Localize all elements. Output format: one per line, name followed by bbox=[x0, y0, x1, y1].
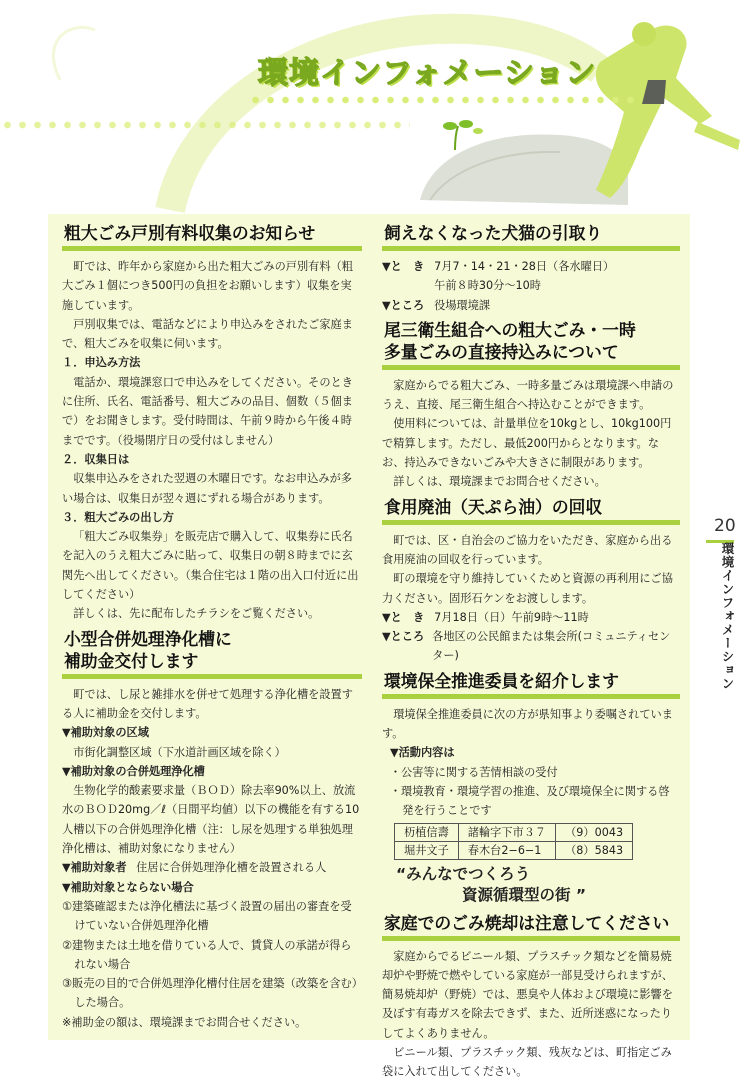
where-label: ▼ところ bbox=[382, 298, 425, 312]
heading-line-1: 小型合併処理浄化槽に bbox=[64, 628, 232, 649]
section-heading: 食用廃油（天ぷら油）の回収 bbox=[382, 496, 680, 525]
paragraph: 家庭からでるビニール類、プラスチック類などを簡易焼却炉や野焼で燃やしている家庭が一部見受けられますが、簡易焼却炉（野焼）では、悪臭や人体および環境に影響を及ぼす有毒ガスを除去できず、また、近所迷惑になったりしてよくありません。 bbox=[382, 949, 673, 1040]
sprout-stem bbox=[455, 126, 458, 150]
paragraph: 生物化学的酸素要求量（ＢＯＤ）除去率90%以上、放流水のＢＯＤ20mg／ℓ（日間平均値）以下の機能を有する10人槽以下の合併処理浄化槽（注：し尿を処理する単独処理浄化槽は、補助対象になりません） bbox=[62, 784, 360, 856]
section-heading: 家庭でのごみ焼却は注意してください bbox=[382, 912, 680, 941]
left-column bbox=[62, 222, 362, 1032]
when-row bbox=[382, 608, 680, 627]
person-head bbox=[632, 22, 656, 46]
section-heading: 粗大ごみ戸別有料収集のお知らせ bbox=[62, 222, 362, 251]
subheading: ３．粗大ごみの出し方 bbox=[62, 510, 174, 524]
subheading: ▼補助対象とならない場合 bbox=[62, 880, 194, 894]
header-illustration bbox=[0, 0, 750, 220]
header-banner bbox=[0, 0, 750, 220]
eligible-person-row bbox=[62, 858, 362, 877]
section-home-incineration bbox=[382, 912, 680, 1082]
section-env-committee: 環境保全推進委員を紹介します 環境保全推進委員に次の方が県知事より委嘱されています。 ▼活動内容は ・公害等に関する苦情相談の受付 ・環境教育・環境学習の推進、及び環境保全に関する啓発を行うことです 杤植信壽 諸輪字下市３７ （9）0043 堀井文子 春木台2−6−1 （8）5843 “みんなでつくろう 資源循環型の街 ” bbox=[382, 670, 680, 906]
section-heading bbox=[382, 319, 680, 370]
paragraph: 収集申込みをされた翌週の木曜日です。なお申込みが多い場合は、収集日が翌々週にずれる場合があります。 bbox=[62, 472, 352, 505]
paragraph: 町では、昨年から家庭から出た粗大ごみの戸別有料（粗大ごみ１個につき500円の負担をお願いします）収集を実施しています。 bbox=[62, 260, 353, 312]
slogan-line-2: 資源循環型の街 ” bbox=[462, 885, 587, 904]
right-column bbox=[382, 222, 680, 1082]
paragraph: 使用料については、計量単位を10kgとし、10kg100円で精算します。ただし、最低200円からとなります。なお、持込みできないごみや大きさに制限があります。 bbox=[382, 417, 672, 470]
when-row bbox=[382, 257, 680, 296]
when-label: ▼と き bbox=[382, 260, 425, 273]
slogan bbox=[382, 864, 680, 906]
section-direct-disposal bbox=[382, 319, 680, 492]
subheading: ▼補助対象の合併処理浄化槽 bbox=[62, 764, 205, 778]
paragraph: 電話か、環境課窓口で申込みをしてください。そのときに住所、氏名、電話番号、粗大ごみの品目、個数（５個まで）をお聞きします。受付時間は、午前９時から午後４時までです。（役場閉庁日の受付はしません） bbox=[62, 375, 353, 447]
when-value: 7月7・14・21・28日（各水曜日） bbox=[434, 260, 615, 273]
corner-curve bbox=[53, 27, 95, 80]
where-label: ▼ところ bbox=[382, 630, 425, 644]
value: 住居に合併処理浄化槽を設置される人 bbox=[136, 861, 327, 875]
dotted-rule-left bbox=[0, 121, 410, 129]
heading-line-2: 多量ごみの直接持込みについて bbox=[384, 341, 619, 362]
section-cooking-oil bbox=[382, 496, 680, 666]
members-table bbox=[394, 823, 633, 860]
section-septic-tank-subsidy bbox=[62, 628, 362, 1032]
sprout-leaf bbox=[443, 122, 457, 130]
slogan-line-1: “みんなでつくろう bbox=[396, 864, 531, 883]
table-row bbox=[395, 823, 633, 841]
label: ▼補助対象者 bbox=[62, 861, 127, 875]
paragraph: 町では、区・自治会のご協力をいただき、家庭から出る食用廃油の回収を行っています。 bbox=[382, 533, 673, 566]
vertical-section-title: 環境インフォメーション bbox=[720, 542, 735, 691]
paragraph: 環境保全推進委員に次の方が県知事より委嘱されています。 bbox=[382, 707, 673, 741]
subheading: 活動内容は bbox=[398, 746, 455, 760]
paragraph: ビニール類、プラスチック類、残灰などは、町指定ごみ袋に入れて出してください。 bbox=[382, 1046, 672, 1079]
member-name: 堀井文子 bbox=[395, 841, 459, 859]
when-label: ▼と き bbox=[382, 610, 425, 624]
note: ※補助金の額は、環境課までお問合せください。 bbox=[62, 1015, 307, 1029]
where-row bbox=[382, 296, 680, 315]
paragraph: 町の環境を守り維持していくためと資源の再利用にご協力ください。固形石ケンをお渡しします。 bbox=[382, 572, 673, 605]
list-item: ②建物または土地を借りている人で、賃貸人の承諾が得られない場合 bbox=[62, 938, 352, 971]
paragraph: 町では、し尿と雑排水を併せて処理する浄化槽を設置する人に補助金を交付します。 bbox=[62, 687, 353, 720]
dotted-rule-top bbox=[248, 96, 638, 104]
where-value: 各地区の公民館または集会所(コミュニティセンター) bbox=[432, 630, 671, 663]
subheading: １．申込み方法 bbox=[62, 356, 141, 370]
paragraph: 戸別収集では、電話などにより申込みをされたご家庭まで、粗大ごみを収集に伺います。 bbox=[62, 317, 353, 351]
table-row bbox=[395, 841, 633, 859]
person-figure bbox=[596, 25, 712, 198]
section-bulky-waste-collection bbox=[62, 222, 362, 624]
paragraph: 市街化調整区域（下水道計画区域を除く） bbox=[73, 745, 286, 759]
list-item: ③販売の目的で合併処理浄化槽付住居を建築（改築を含む）した場合。 bbox=[62, 977, 358, 1010]
where-row bbox=[382, 627, 680, 666]
list-item: ・環境教育・環境学習の推進、及び環境保全に関する啓発を行うことです bbox=[389, 784, 670, 818]
paragraph: 詳しくは、先に配布したチラシをご覧ください。 bbox=[73, 607, 320, 621]
paragraph: 家庭からでる粗大ごみ、一時多量ごみは環境課へ申請のうえ、直接、尾三衛生組合へ持込むことができます。 bbox=[382, 378, 674, 412]
page-title: 環境インフォメーション bbox=[258, 56, 597, 91]
list-item: ・公害等に関する苦情相談の受付 bbox=[389, 765, 558, 779]
member-phone: （8）5843 bbox=[556, 841, 633, 859]
paragraph: 「粗大ごみ収集券」を販売店で購入して、収集券に氏名を記入のうえ粗大ごみに貼って、収集日の朝８時までに玄関先へ出してください。（集合住宅は１階の出入口付近に出してください） bbox=[62, 530, 359, 602]
heading-line-1: 尾三衛生組合への粗大ごみ・一時 bbox=[384, 319, 636, 340]
section-pet-pickup bbox=[382, 222, 680, 315]
paragraph: 詳しくは、環境課までお問合せください。 bbox=[393, 475, 606, 489]
member-address: 諸輪字下市３７ bbox=[458, 823, 555, 841]
heading-line-2: 補助金交付します bbox=[64, 650, 199, 671]
where-value: 役場環境課 bbox=[434, 298, 491, 312]
member-phone: （9）0043 bbox=[556, 823, 633, 841]
section-heading: 環境保全推進委員を紹介します bbox=[382, 670, 680, 699]
hill-shape bbox=[420, 134, 628, 205]
list-item: ①建築確認または浄化槽法に基づく設置の届出の審査を受けていない合併処理浄化槽 bbox=[62, 899, 352, 933]
member-name: 杤植信壽 bbox=[395, 823, 459, 841]
when-value: 7月18日（日）午前9時〜11時 bbox=[434, 610, 589, 624]
when-value-time: 午前８時30分〜10時 bbox=[434, 279, 541, 293]
subheading: ▼補助対象の区域 bbox=[62, 726, 149, 740]
section-heading bbox=[62, 628, 362, 679]
subheading: ２．収集日は bbox=[62, 452, 130, 466]
page-number: 20 bbox=[714, 516, 736, 536]
member-address: 春木台2−6−1 bbox=[458, 841, 555, 859]
section-heading: 飼えなくなった犬猫の引取り bbox=[382, 222, 680, 251]
